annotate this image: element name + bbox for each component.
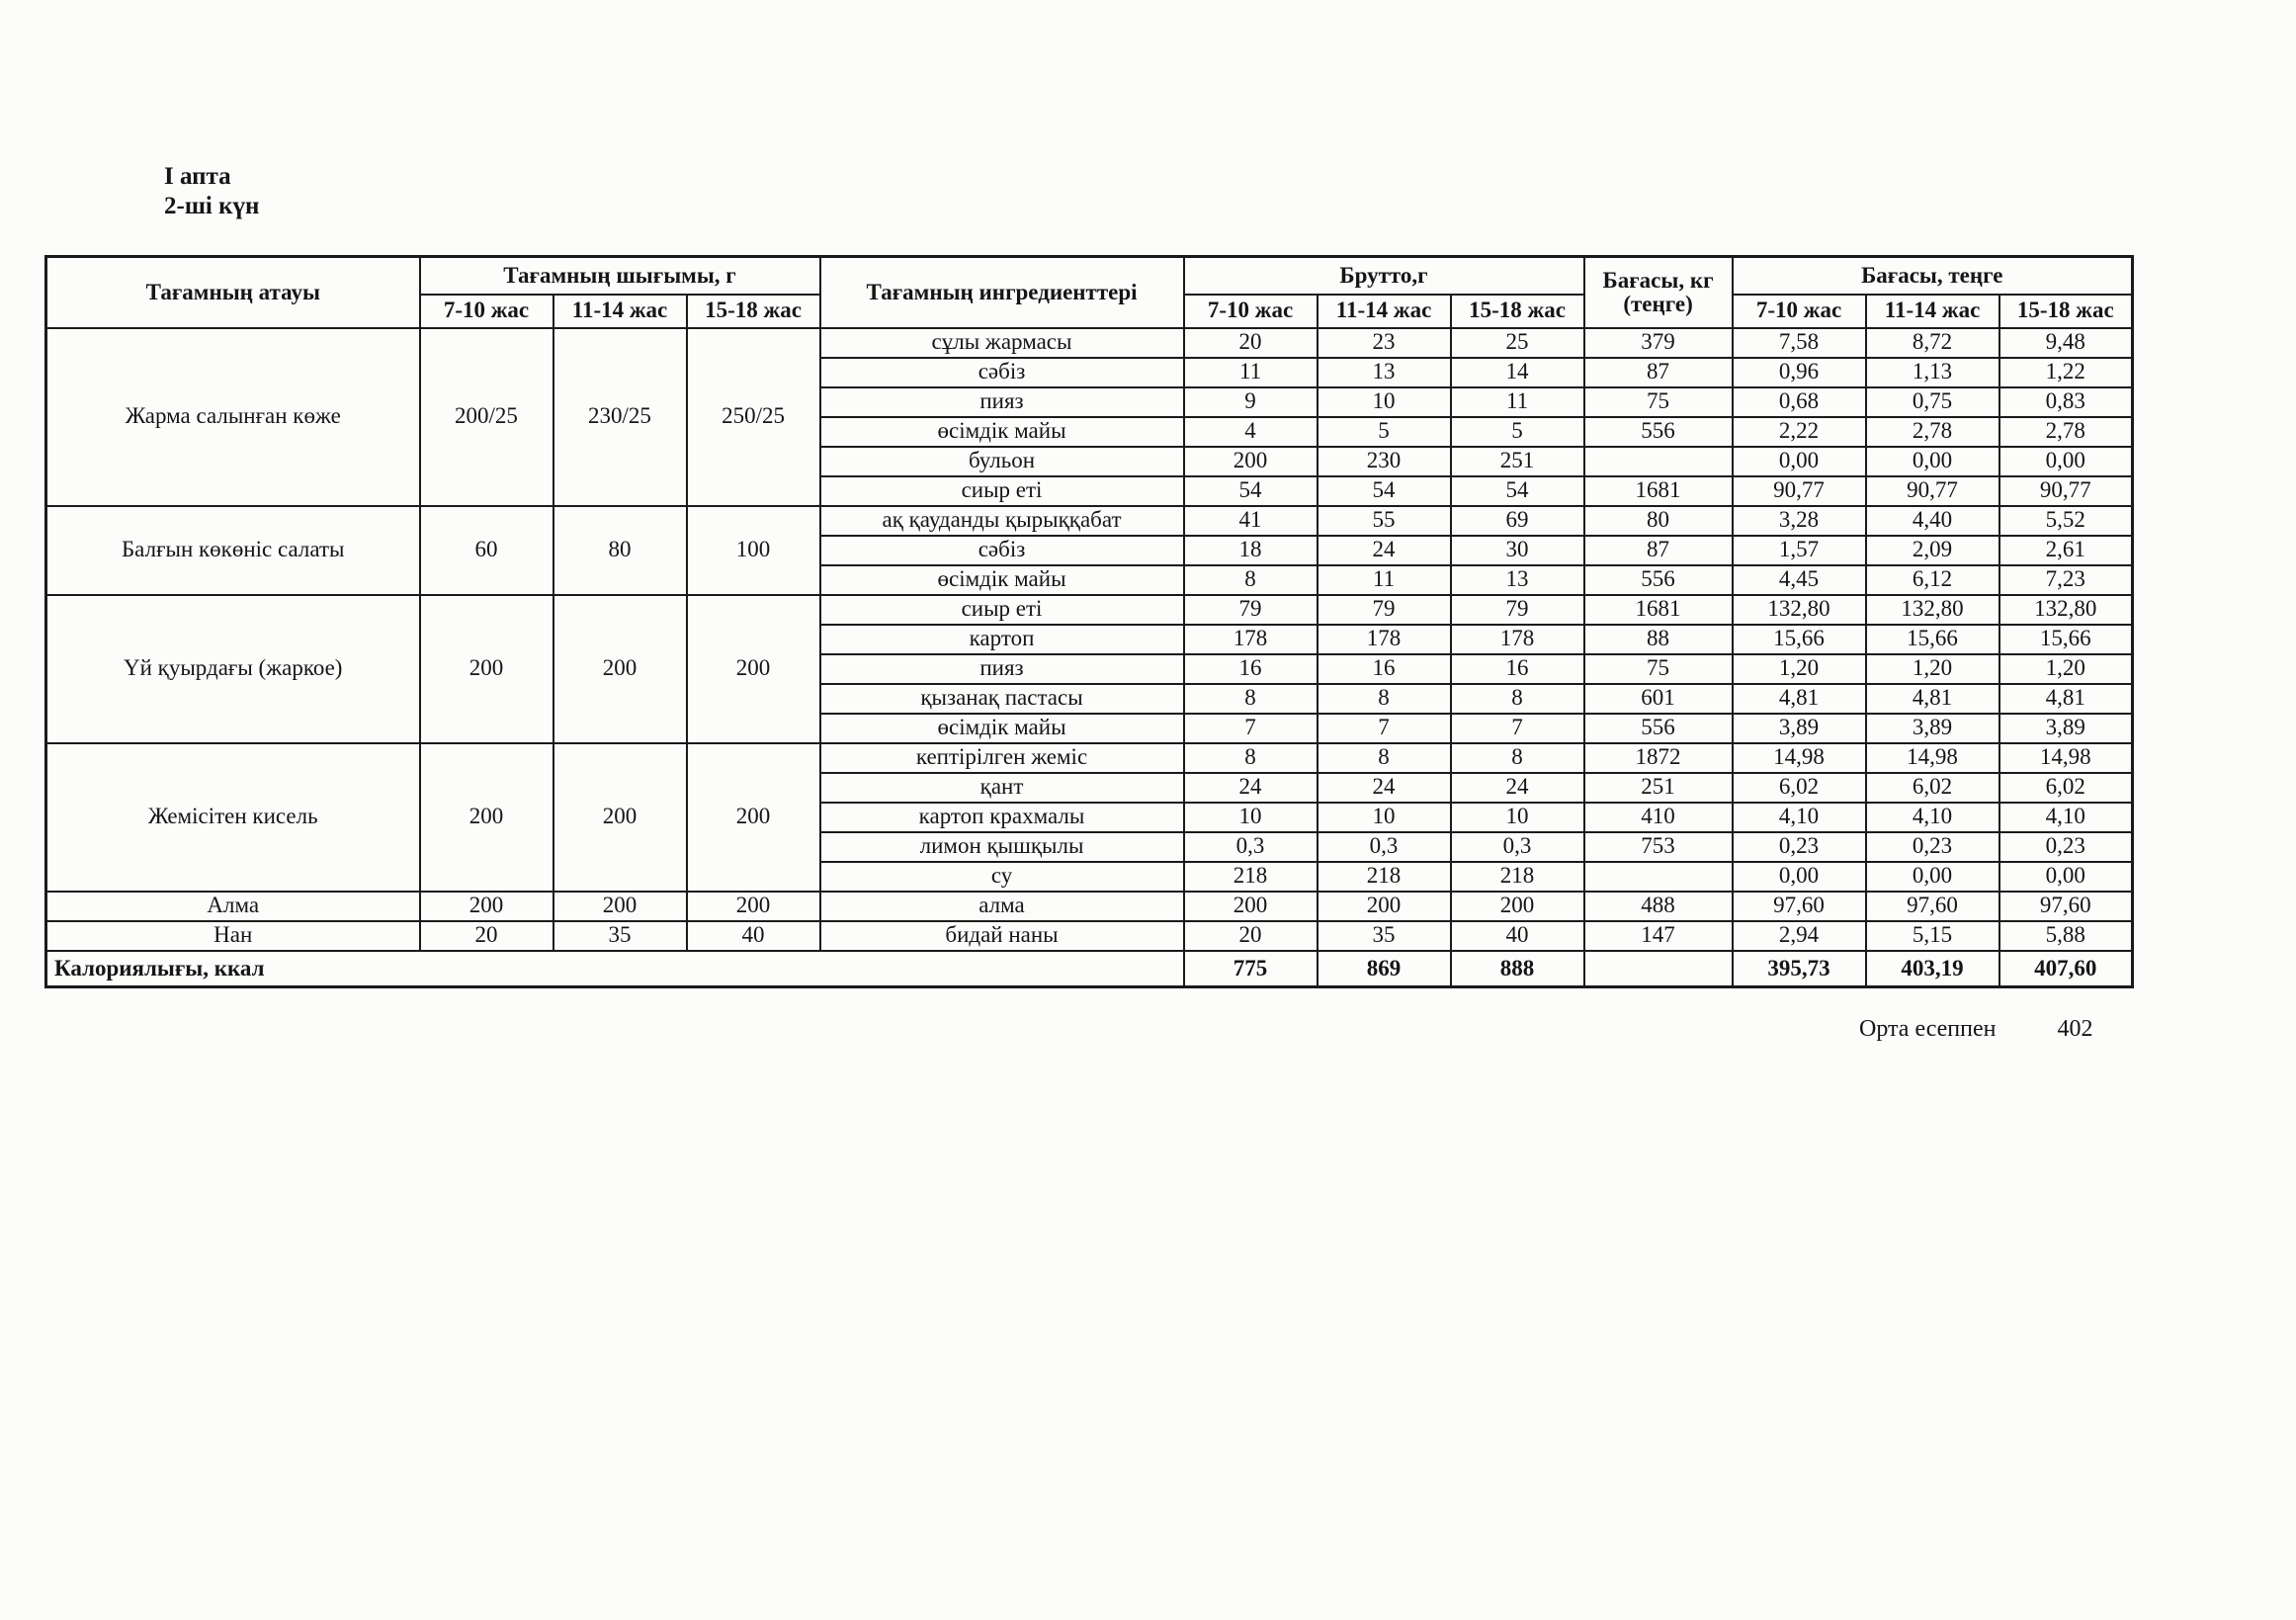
portion-cell: 200 <box>420 743 553 892</box>
price-cell: 4,81 <box>1733 684 1866 714</box>
calories-total-row <box>46 951 2133 987</box>
header-price-group: Бағасы, теңге <box>1733 257 2133 295</box>
table-row <box>46 921 2133 951</box>
brutto-cell: 11 <box>1184 358 1318 387</box>
portion-cell: 100 <box>687 506 820 595</box>
dish-name-cell: Нан <box>46 921 420 951</box>
brutto-cell: 20 <box>1184 921 1318 951</box>
price-cell: 3,28 <box>1733 506 1866 536</box>
ingredient-cell: өсімдік майы <box>820 417 1184 447</box>
price-per-kg-cell: 410 <box>1584 803 1733 832</box>
price-cell: 4,10 <box>1733 803 1866 832</box>
menu-table <box>44 255 2134 988</box>
brutto-cell: 178 <box>1318 625 1451 654</box>
brutto-cell: 10 <box>1318 803 1451 832</box>
price-per-kg-cell: 88 <box>1584 625 1733 654</box>
portion-cell: 230/25 <box>553 328 687 506</box>
ingredient-cell: қант <box>820 773 1184 803</box>
table-row <box>46 506 2133 536</box>
ingredient-cell: картоп <box>820 625 1184 654</box>
portion-cell: 200 <box>687 595 820 743</box>
brutto-cell: 8 <box>1318 743 1451 773</box>
price-cell: 0,23 <box>1999 832 2133 862</box>
price-per-kg-cell: 601 <box>1584 684 1733 714</box>
price-cell: 2,22 <box>1733 417 1866 447</box>
total-brutto-cell: 775 <box>1184 951 1318 987</box>
ingredient-cell: сиыр еті <box>820 476 1184 506</box>
price-cell: 0,23 <box>1866 832 1999 862</box>
brutto-cell: 10 <box>1451 803 1584 832</box>
price-per-kg-cell: 147 <box>1584 921 1733 951</box>
portion-cell: 200 <box>687 892 820 921</box>
price-cell: 97,60 <box>1733 892 1866 921</box>
price-cell: 0,00 <box>1733 447 1866 476</box>
brutto-cell: 13 <box>1451 565 1584 595</box>
header-age-price-1: 7-10 жас <box>1733 295 1866 328</box>
price-cell: 8,72 <box>1866 328 1999 358</box>
price-cell: 3,89 <box>1999 714 2133 743</box>
price-cell: 0,75 <box>1866 387 1999 417</box>
total-price-cell: 395,73 <box>1733 951 1866 987</box>
ingredient-cell: сұлы жармасы <box>820 328 1184 358</box>
price-per-kg-cell <box>1584 862 1733 892</box>
price-cell: 6,02 <box>1999 773 2133 803</box>
price-per-kg-cell: 556 <box>1584 714 1733 743</box>
brutto-cell: 24 <box>1318 536 1451 565</box>
brutto-cell: 35 <box>1318 921 1451 951</box>
price-cell: 14,98 <box>1866 743 1999 773</box>
portion-cell: 250/25 <box>687 328 820 506</box>
dish-name-cell: Үй қуырдағы (жаркое) <box>46 595 420 743</box>
brutto-cell: 23 <box>1318 328 1451 358</box>
portion-cell: 40 <box>687 921 820 951</box>
header-price-per-kg-line1: Бағасы, кг <box>1602 267 1714 293</box>
price-cell: 4,10 <box>1999 803 2133 832</box>
brutto-cell: 218 <box>1451 862 1584 892</box>
total-price-per-kg-cell <box>1584 951 1733 987</box>
brutto-cell: 8 <box>1318 684 1451 714</box>
brutto-cell: 7 <box>1184 714 1318 743</box>
price-per-kg-cell: 488 <box>1584 892 1733 921</box>
ingredient-cell: кептірілген жеміс <box>820 743 1184 773</box>
price-cell: 15,66 <box>1866 625 1999 654</box>
brutto-cell: 5 <box>1451 417 1584 447</box>
price-per-kg-cell: 75 <box>1584 654 1733 684</box>
ingredient-cell: өсімдік майы <box>820 714 1184 743</box>
brutto-cell: 200 <box>1451 892 1584 921</box>
portion-cell: 80 <box>553 506 687 595</box>
header-age-price-2: 11-14 жас <box>1866 295 1999 328</box>
total-brutto-cell: 888 <box>1451 951 1584 987</box>
price-per-kg-cell: 556 <box>1584 417 1733 447</box>
ingredient-cell: алма <box>820 892 1184 921</box>
ingredient-cell: бульон <box>820 447 1184 476</box>
brutto-cell: 11 <box>1451 387 1584 417</box>
price-cell: 90,77 <box>1999 476 2133 506</box>
price-cell: 97,60 <box>1866 892 1999 921</box>
brutto-cell: 5 <box>1318 417 1451 447</box>
brutto-cell: 11 <box>1318 565 1451 595</box>
portion-cell: 200 <box>420 595 553 743</box>
brutto-cell: 16 <box>1318 654 1451 684</box>
brutto-cell: 218 <box>1184 862 1318 892</box>
average-note <box>1859 1016 2092 1043</box>
price-per-kg-cell: 80 <box>1584 506 1733 536</box>
brutto-cell: 24 <box>1318 773 1451 803</box>
brutto-cell: 8 <box>1451 743 1584 773</box>
ingredient-cell: су <box>820 862 1184 892</box>
header-price-per-kg <box>1584 257 1733 328</box>
average-value: 402 <box>2057 1016 2093 1042</box>
ingredient-cell: лимон қышқылы <box>820 832 1184 862</box>
brutto-cell: 200 <box>1184 447 1318 476</box>
price-cell: 4,45 <box>1733 565 1866 595</box>
price-per-kg-cell <box>1584 447 1733 476</box>
price-cell: 6,02 <box>1866 773 1999 803</box>
brutto-cell: 30 <box>1451 536 1584 565</box>
ingredient-cell: сәбіз <box>820 536 1184 565</box>
price-per-kg-cell: 379 <box>1584 328 1733 358</box>
brutto-cell: 0,3 <box>1451 832 1584 862</box>
ingredient-cell: бидай наны <box>820 921 1184 951</box>
price-cell: 0,83 <box>1999 387 2133 417</box>
price-cell: 15,66 <box>1999 625 2133 654</box>
brutto-cell: 9 <box>1184 387 1318 417</box>
header-age-brutto-2: 11-14 жас <box>1318 295 1451 328</box>
portion-cell: 200 <box>553 595 687 743</box>
price-per-kg-cell: 75 <box>1584 387 1733 417</box>
brutto-cell: 200 <box>1184 892 1318 921</box>
brutto-cell: 8 <box>1184 743 1318 773</box>
ingredient-cell: пияз <box>820 387 1184 417</box>
price-per-kg-cell: 87 <box>1584 536 1733 565</box>
ingredient-cell: сиыр еті <box>820 595 1184 625</box>
portion-cell: 200 <box>553 892 687 921</box>
brutto-cell: 218 <box>1318 862 1451 892</box>
brutto-cell: 178 <box>1184 625 1318 654</box>
price-cell: 4,40 <box>1866 506 1999 536</box>
brutto-cell: 79 <box>1184 595 1318 625</box>
brutto-cell: 41 <box>1184 506 1318 536</box>
dish-name-cell: Балғын көкөніс салаты <box>46 506 420 595</box>
price-cell: 2,78 <box>1999 417 2133 447</box>
price-cell: 6,12 <box>1866 565 1999 595</box>
brutto-cell: 79 <box>1318 595 1451 625</box>
price-cell: 90,77 <box>1733 476 1866 506</box>
price-cell: 0,00 <box>1733 862 1866 892</box>
price-cell: 0,68 <box>1733 387 1866 417</box>
total-price-cell: 403,19 <box>1866 951 1999 987</box>
brutto-cell: 7 <box>1318 714 1451 743</box>
brutto-cell: 14 <box>1451 358 1584 387</box>
price-cell: 2,94 <box>1733 921 1866 951</box>
ingredient-cell: пияз <box>820 654 1184 684</box>
price-cell: 9,48 <box>1999 328 2133 358</box>
brutto-cell: 10 <box>1318 387 1451 417</box>
brutto-cell: 69 <box>1451 506 1584 536</box>
price-cell: 0,00 <box>1999 447 2133 476</box>
portion-cell: 20 <box>420 921 553 951</box>
price-per-kg-cell: 251 <box>1584 773 1733 803</box>
price-per-kg-cell: 1681 <box>1584 595 1733 625</box>
price-cell: 14,98 <box>1999 743 2133 773</box>
brutto-cell: 8 <box>1451 684 1584 714</box>
price-cell: 1,20 <box>1733 654 1866 684</box>
brutto-cell: 20 <box>1184 328 1318 358</box>
header-age-output-3: 15-18 жас <box>687 295 820 328</box>
ingredient-cell: өсімдік майы <box>820 565 1184 595</box>
brutto-cell: 24 <box>1451 773 1584 803</box>
portion-cell: 200 <box>687 743 820 892</box>
header-brutto-group: Брутто,г <box>1184 257 1584 295</box>
ingredient-cell: сәбіз <box>820 358 1184 387</box>
header-output-group: Тағамның шығымы, г <box>420 257 820 295</box>
brutto-cell: 16 <box>1184 654 1318 684</box>
price-cell: 6,02 <box>1733 773 1866 803</box>
price-cell: 5,52 <box>1999 506 2133 536</box>
price-cell: 5,88 <box>1999 921 2133 951</box>
brutto-cell: 8 <box>1184 565 1318 595</box>
price-cell: 5,15 <box>1866 921 1999 951</box>
header-ingredients: Тағамның ингредиенттері <box>820 257 1184 328</box>
brutto-cell: 230 <box>1318 447 1451 476</box>
total-brutto-cell: 869 <box>1318 951 1451 987</box>
price-cell: 4,81 <box>1999 684 2133 714</box>
brutto-cell: 79 <box>1451 595 1584 625</box>
brutto-cell: 54 <box>1451 476 1584 506</box>
header-age-output-2: 11-14 жас <box>553 295 687 328</box>
brutto-cell: 10 <box>1184 803 1318 832</box>
price-cell: 0,00 <box>1866 447 1999 476</box>
portion-cell: 60 <box>420 506 553 595</box>
price-cell: 1,20 <box>1999 654 2133 684</box>
ingredient-cell: ақ қауданды қырыққабат <box>820 506 1184 536</box>
brutto-cell: 54 <box>1318 476 1451 506</box>
price-cell: 7,23 <box>1999 565 2133 595</box>
price-cell: 1,20 <box>1866 654 1999 684</box>
portion-cell: 200/25 <box>420 328 553 506</box>
brutto-cell: 0,3 <box>1184 832 1318 862</box>
brutto-cell: 24 <box>1184 773 1318 803</box>
page-heading <box>164 162 259 221</box>
brutto-cell: 0,3 <box>1318 832 1451 862</box>
price-cell: 1,57 <box>1733 536 1866 565</box>
menu-table-body <box>46 328 2133 987</box>
brutto-cell: 16 <box>1451 654 1584 684</box>
price-per-kg-cell: 753 <box>1584 832 1733 862</box>
menu-table-header <box>46 257 2133 328</box>
day-label: 2-ші күн <box>164 193 260 219</box>
price-cell: 4,81 <box>1866 684 1999 714</box>
brutto-cell: 18 <box>1184 536 1318 565</box>
brutto-cell: 54 <box>1184 476 1318 506</box>
price-cell: 2,61 <box>1999 536 2133 565</box>
brutto-cell: 7 <box>1451 714 1584 743</box>
price-cell: 1,13 <box>1866 358 1999 387</box>
portion-cell: 35 <box>553 921 687 951</box>
week-label: I апта <box>164 163 231 190</box>
brutto-cell: 4 <box>1184 417 1318 447</box>
header-age-output-1: 7-10 жас <box>420 295 553 328</box>
price-cell: 132,80 <box>1733 595 1866 625</box>
price-cell: 7,58 <box>1733 328 1866 358</box>
table-row <box>46 328 2133 358</box>
ingredient-cell: картоп крахмалы <box>820 803 1184 832</box>
brutto-cell: 251 <box>1451 447 1584 476</box>
dish-name-cell: Жарма салынған көже <box>46 328 420 506</box>
header-price-per-kg-line2: (теңге) <box>1623 291 1693 316</box>
price-cell: 97,60 <box>1999 892 2133 921</box>
price-cell: 132,80 <box>1866 595 1999 625</box>
table-row <box>46 892 2133 921</box>
price-cell: 0,96 <box>1733 358 1866 387</box>
portion-cell: 200 <box>420 892 553 921</box>
price-per-kg-cell: 556 <box>1584 565 1733 595</box>
header-age-brutto-3: 15-18 жас <box>1451 295 1584 328</box>
header-dish-name: Тағамның атауы <box>46 257 420 328</box>
price-cell: 132,80 <box>1999 595 2133 625</box>
price-cell: 0,00 <box>1866 862 1999 892</box>
portion-cell: 200 <box>553 743 687 892</box>
price-cell: 2,78 <box>1866 417 1999 447</box>
ingredient-cell: қызанақ пастасы <box>820 684 1184 714</box>
average-label: Орта есеппен <box>1859 1016 1997 1042</box>
brutto-cell: 13 <box>1318 358 1451 387</box>
header-age-price-3: 15-18 жас <box>1999 295 2133 328</box>
price-cell: 1,22 <box>1999 358 2133 387</box>
dish-name-cell: Жемісітен кисель <box>46 743 420 892</box>
brutto-cell: 200 <box>1318 892 1451 921</box>
brutto-cell: 40 <box>1451 921 1584 951</box>
brutto-cell: 8 <box>1184 684 1318 714</box>
price-cell: 2,09 <box>1866 536 1999 565</box>
brutto-cell: 55 <box>1318 506 1451 536</box>
price-cell: 14,98 <box>1733 743 1866 773</box>
price-cell: 0,23 <box>1733 832 1866 862</box>
price-cell: 3,89 <box>1733 714 1866 743</box>
dish-name-cell: Алма <box>46 892 420 921</box>
price-cell: 0,00 <box>1999 862 2133 892</box>
price-cell: 15,66 <box>1733 625 1866 654</box>
price-cell: 3,89 <box>1866 714 1999 743</box>
price-cell: 90,77 <box>1866 476 1999 506</box>
brutto-cell: 178 <box>1451 625 1584 654</box>
price-per-kg-cell: 1872 <box>1584 743 1733 773</box>
header-age-brutto-1: 7-10 жас <box>1184 295 1318 328</box>
price-cell: 4,10 <box>1866 803 1999 832</box>
brutto-cell: 25 <box>1451 328 1584 358</box>
price-per-kg-cell: 87 <box>1584 358 1733 387</box>
calories-label-cell: Калориялығы, ккал <box>46 951 1184 987</box>
price-per-kg-cell: 1681 <box>1584 476 1733 506</box>
total-price-cell: 407,60 <box>1999 951 2133 987</box>
table-row <box>46 743 2133 773</box>
table-row <box>46 595 2133 625</box>
